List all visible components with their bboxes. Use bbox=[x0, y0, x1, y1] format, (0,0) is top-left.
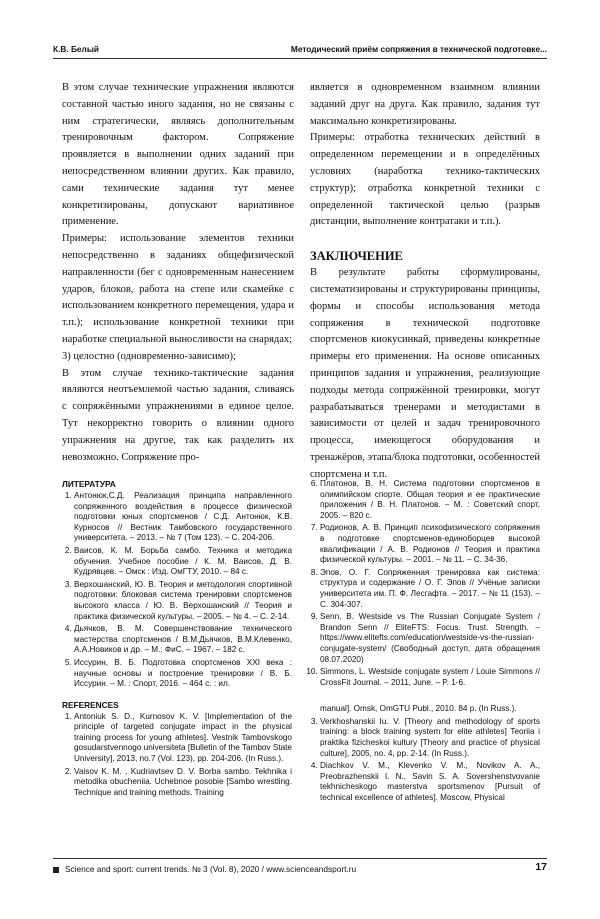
reference-item: 10. Simmons, L. Westside conjugate system / Louie Simmons // CrossFit Journal. – 2011, June. – P. 1-6. bbox=[320, 667, 540, 688]
reference-item: 2. Ваисов, К. М. Борьба самбо. Техника и методика обучения. Учебное пособие / К. М. Ваисов, Д. В. Кудрявцев. – Омск : Изд. ОмГТУ, 2010. – 84 с. bbox=[74, 546, 292, 578]
reference-item: 4. Diachkov V. M., Klevenko V. M., Novikov A. A., Preobrazhenskii I. N., Savin S. A. Sovershenstvovanie tekhnicheskogo masterstva sportsmenov [Pursuit of technical excellence of athletes]. Moscow, Physical bbox=[320, 761, 540, 803]
reference-list-en bbox=[62, 712, 292, 799]
reference-item: 8. Эпов, О. Г. Сопряженная тренировка как система: структура и содержание / О. Г. Эпов // Учёные записки университета им. П. Ф. Лесгафта. – 2017. – № 11 (153). – С. 304-307. bbox=[320, 568, 540, 610]
reference-item: 5. Иссурин, В. Б. Подготовка спортсменов XXI века : научные основы и построение тренировки / В. Б. Иссурин. – М. : Спорт, 2016. – 464 с. : ил. bbox=[74, 658, 292, 690]
footer-journal bbox=[53, 864, 356, 874]
page-number: 17 bbox=[535, 861, 547, 873]
reference-item: 7. Родионов, А. В. Принцип психофизического сопряжения в подготовке спортсменов-единоборцев высокой квалификации / А. В. Родионов // Теория и практика физической культуры. – 2001. – № 11. – С. 34-36. bbox=[320, 523, 540, 565]
paragraph: 3) целостно (одновременно-зависимо); bbox=[62, 350, 236, 362]
reference-item: 1. Антонюк,С.Д. Реализация принципа направленного сопряженного воздействия в процессе физической подготовки юных спортсменов / С.Д. Антонюк, К.В. Курносов // Вестник Тамбовского государственного университета. – 2013. – № 7 (Том 123). – С. 204-206. bbox=[74, 491, 292, 544]
footer-rule bbox=[53, 858, 547, 859]
reference-list-ru bbox=[62, 491, 292, 690]
reference-list-ru-cont bbox=[308, 479, 540, 688]
references-heading-ru: ЛИТЕРАТУРА bbox=[62, 479, 116, 489]
footer-journal-text: Science and sport: current trends. № 3 (Vol. 8), 2020 / www.scienceandsport.ru bbox=[65, 864, 357, 874]
reference-item: 3. Verkhoshanskii Iu. V. [Theory and methodology of sports training: a block training system for elite athletes] Teoriia i praktika fizicheskoi kultury [Theory and practice of physical culture], 2005, no. 4, pp. 2-14. (In Russ.). bbox=[320, 717, 540, 759]
reference-item: 2. Vaisov K. M. , Kudriavtsev D. V. Borba sambo. Tekhnika i metodika obucheniia. Uchebnoe posobie [Sambo wrestling. Technique and training methods. Training bbox=[74, 767, 292, 799]
references-left-column bbox=[62, 479, 292, 800]
paragraph: Примеры: использование элементов техники непосредственно в заданиях общефизической направленности (бег с одновременным нанесением ударов, блоков, работа на степе или скамейке с использованием конкретного перемещения, удара и т.п.); использование конкретной техники при наработке специальной выносливости на снарядах; bbox=[62, 233, 294, 345]
references-right-column bbox=[308, 479, 540, 806]
header-rule bbox=[53, 58, 547, 59]
header-title: Методический приём сопряжения в технической подготовке... bbox=[290, 44, 547, 54]
right-text-column bbox=[310, 80, 540, 484]
reference-continuation: manual]. Omsk, OmGTU Publ., 2010. 84 p. (In Russ.). bbox=[320, 704, 517, 714]
paragraph: Примеры: отработка технических действий в определенном перемещении и в определённых условиях (наработка технико-тактических структур); отработка конкретной техники с определенной тактической целью (разрыв дистанции, выполнение контратаки и т.п.). bbox=[310, 132, 540, 228]
paragraph: В результате работы сформулированы, систематизированы и структурированы принципы, формы и способы использования метода сопряжения в технической подготовке спортсменов киокусинкай, приведены конкретные примеры его применения. На основе описанных принципов задания и упражнения, реализующие подходы метода сопряжённой тренировки, могут разрабатываться тренерами и методистами в зависимости от целей и задач тренировочного процесса, имеющегося оборудования и тренажёров, этапа/блока подготовки, особенностей спортсмена и т.п. bbox=[310, 267, 540, 480]
header-author: К.В. Белый bbox=[53, 44, 100, 54]
reference-item: 4. Дьячков, В. М. Совершенствование технического мастерства спортсменов / В.М.Дьячков, В.М.Клевенко, А.А.Новиков и др. – М.: ФиС. – 1967. – 182 с. bbox=[74, 624, 292, 656]
paragraph: В этом случае технические упражнения являются составной частью иного задания, но не связаны с ним стратегически, являясь дополнительным тренировочным фактором. Сопряжение проявляется в выполнении одних заданий при непосредственном влиянии других. Как правило, сами технические задания тут менее конкретизированы, допускают вариативное применение. bbox=[62, 82, 294, 228]
reference-item: 6. Платонов, В. Н. Система подготовки спортсменов в олимпийском спорте. Общая теория и ее практические приложения / В. Н. Платонов. – М. : Советский спорт, 2005. – 820 с. bbox=[320, 479, 540, 521]
reference-item: 1. Antoniuk S. D., Kurnosov K. V. [Implementation of the principle of targeted conjugate impact in the physical training process for young athletes]. Vestnik Tambovskogo gosudarstvennogo universiteta [Bulletin of the Tambov State University], 2013, no.7 (Vol. 123), pp. 204-206. (In Russ.). bbox=[74, 712, 292, 765]
paragraph: является в одновременном взаимном влиянии заданий друг на друга. Как правило, задания тут максимально конкретизированы. bbox=[310, 82, 540, 127]
left-text-column bbox=[62, 80, 294, 466]
square-icon bbox=[53, 867, 59, 873]
reference-item: 9. Senn, B. Westside vs The Russian Conjugate System / Brandon Senn // EliteFTS: Focus. Trust. Strength. – https://www.elitefts.com/education/westside-vs-the-russian-conjugate-system/ (Свободный доступ, дата обращения 08.07.2020) bbox=[320, 612, 540, 665]
references-heading-en: REFERENCES bbox=[62, 699, 119, 710]
section-title: ЗАКЛЮЧЕНИЕ bbox=[310, 249, 403, 264]
reference-list-en-cont bbox=[308, 717, 540, 804]
reference-item: 3. Верхошанский, Ю. В. Теория и методология спортивной подготовки: блоковая система тренировки спортсменов высокого класса / Ю. В. Верхошанский // Теория и практика физической культуры. – 2005. – № 4. – С. 2-14. bbox=[74, 580, 292, 622]
paragraph: В этом случае технико-тактические задания являются неотъемлемой частью задания, сливаясь с сопряжёнными упражнениями в единое целое. Тут некорректно говорить о влиянии одного упражнения на другое, так как разделить их невозможно. Сопряжение про- bbox=[62, 367, 294, 463]
